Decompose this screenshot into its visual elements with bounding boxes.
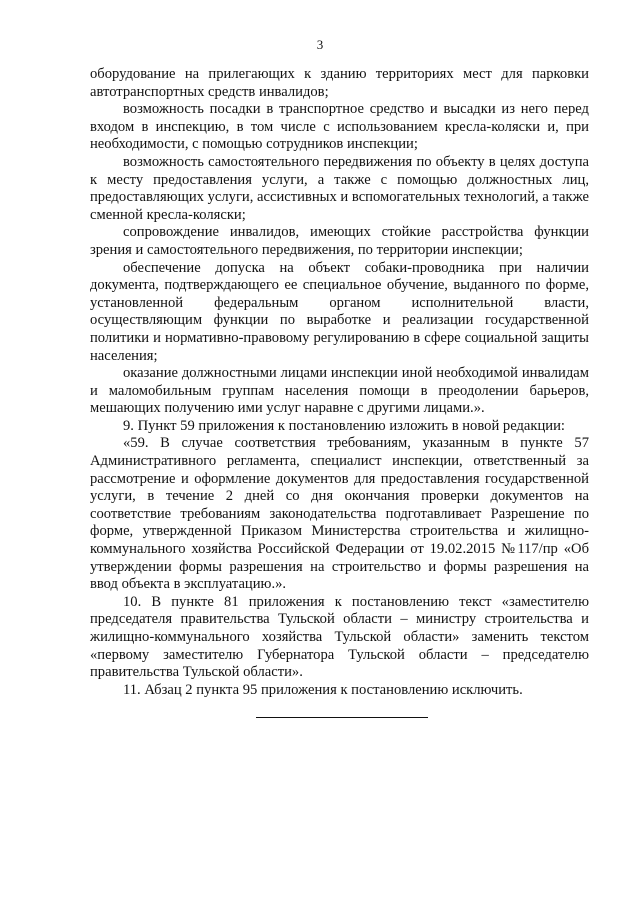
paragraph-boarding: возможность посадки в транспортное средство и высадки из него перед входом в инспекцию, в том числе с использованием кресла-коляски и, при необходимости, с помощью сотрудников инспекции; [90,101,589,153]
paragraph-item-9: 9. Пункт 59 приложения к постановлению изложить в новой редакции: [123,417,565,434]
paragraph-movement: возможность самостоятельного передвижения по объекту в целях доступа к месту предоставления услуги, а также с помощью должностных лиц, предоставляющих услуги, ассистивных и вспомогательных технологий, а также сменной кресла-коляски; [90,153,589,223]
paragraph-guide-dog: обеспечение допуска на объект собаки-проводника при наличии документа, подтверждающего ее специальное обучение, выданного по форме, установленной федеральным органом исполнительной власти, осуществляющим функции по выработке и реализации государственной политики и нормативно-правовому регулированию в сфере социальной защиты населения; [90,259,589,364]
paragraph-item-59: «59. В случае соответствия требованиям, указанным в пункте 57 Административного регламента, специалист инспекции, ответственный за рассмотрение и оформление документов для предоставления государственной услуги, в течение 2 дней со дня окончания проверки документов на соответствие требованиям законодательства подготавливает Разрешение по форме, утвержденной Приказом Министерства строительства и жилищно-коммунального хозяйства Российской Федерации от 19.02.2015 №117/пр «Об утверждении формы разрешения на строительство и формы разрешения на ввод объекта в эксплуатацию.». [90,435,589,593]
paragraph-escort: сопровождение инвалидов, имеющих стойкие расстройства функции зрения и самостоятельного передвижения, по территории инспекции; [90,224,589,258]
paragraph-item-11: 11. Абзац 2 пункта 95 приложения к постановлению исключить. [123,681,523,698]
document-body [90,66,589,699]
paragraph-parking: оборудование на прилегающих к зданию территориях мест для парковки автотранспортных средств инвалидов; [90,66,589,100]
paragraph-item-10: 10. В пункте 81 приложения к постановлению текст «заместителю председателя правительства Тульской области – министру строительства и жилищно-коммунального хозяйства Тульской области» заменить текстом «первому заместителю Губернатора Тульской области – председателю правительства Тульской области». [90,593,589,681]
closing-rule [256,717,428,718]
paragraph-assistance: оказание должностными лицами инспекции иной необходимой инвалидам и маломобильным группам населения помощи в преодолении барьеров, мешающих получению ими услуг наравне с другими лицами.». [90,365,589,417]
page-number: 3 [316,37,324,52]
